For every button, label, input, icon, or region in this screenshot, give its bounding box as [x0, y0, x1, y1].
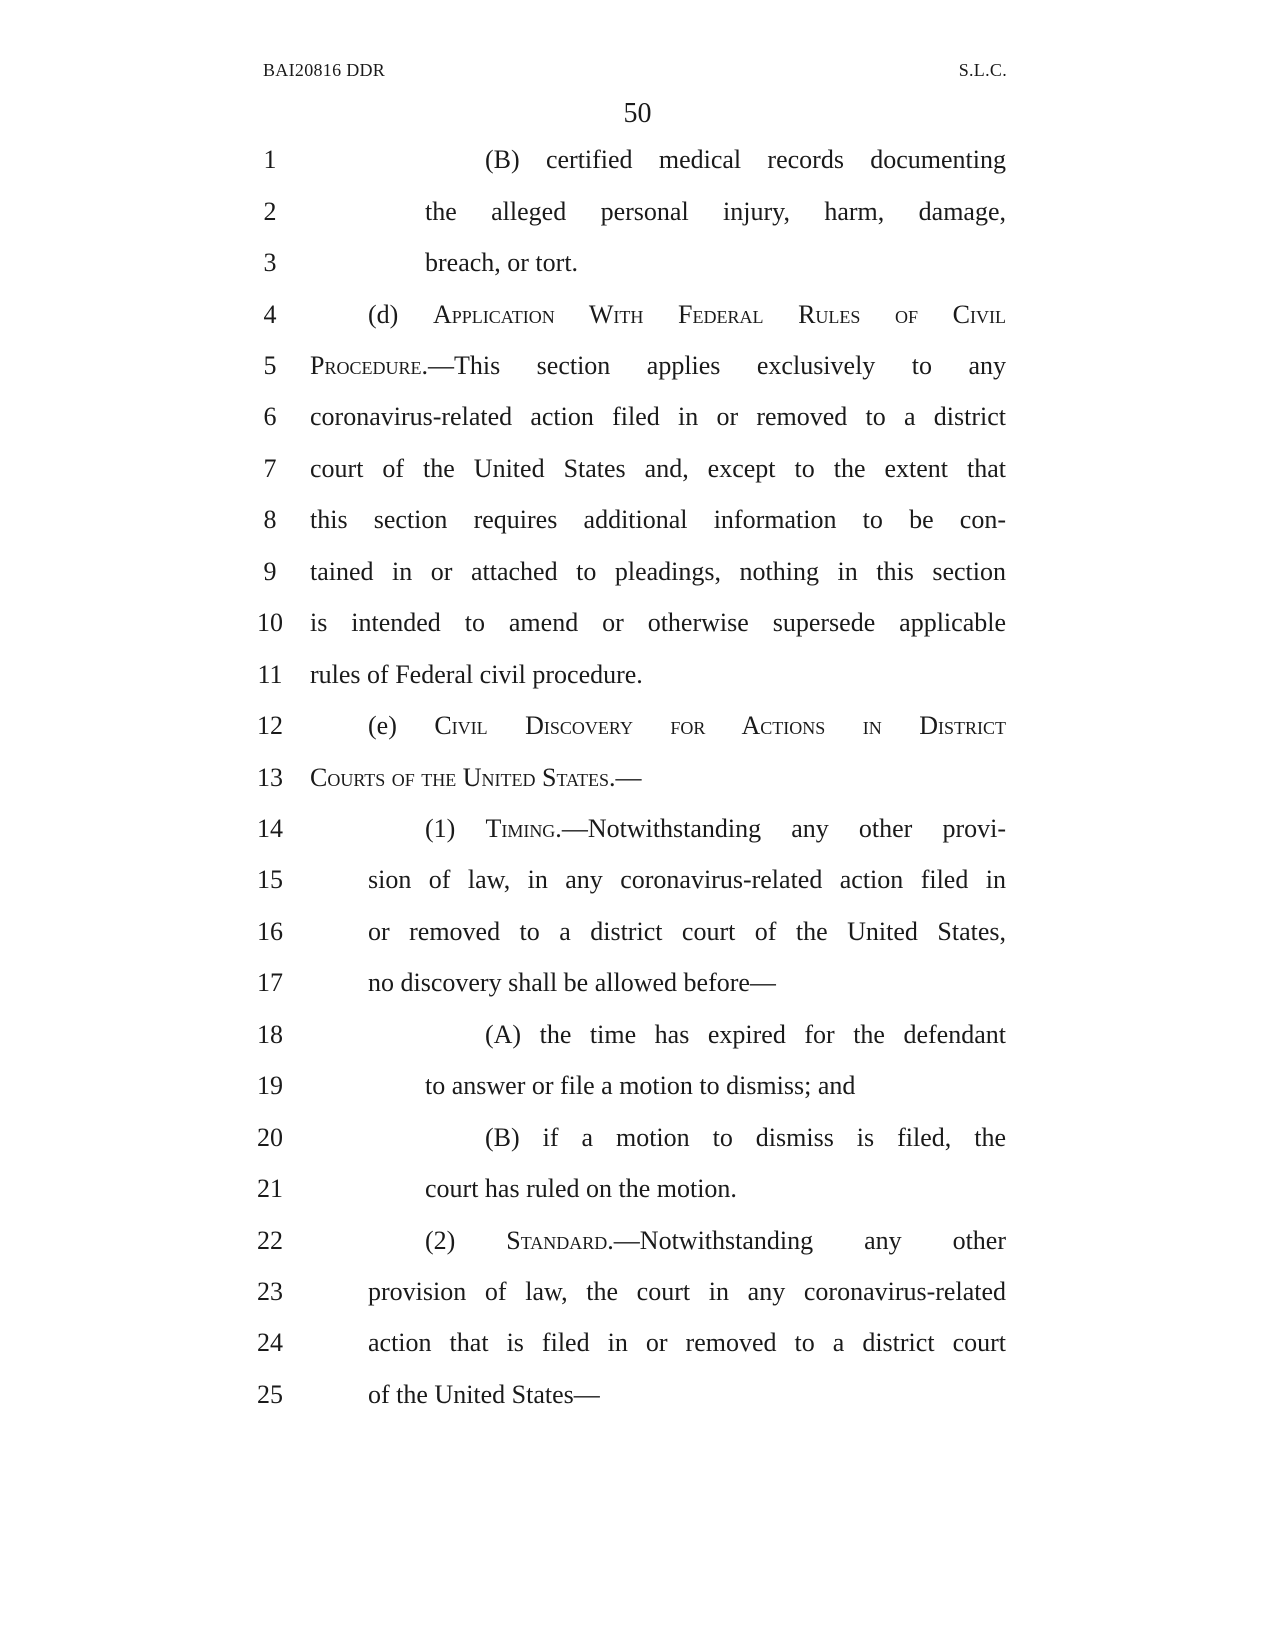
line-text: or removed to a district court of the United States,	[368, 917, 1006, 946]
text-line	[0, 1118, 1275, 1158]
line-text: tained in or attached to pleadings, nothing in this section	[310, 557, 1006, 586]
line-number: 19	[257, 1071, 283, 1100]
line-number: 7	[263, 454, 277, 483]
text-line	[0, 295, 1275, 335]
text-line	[0, 1169, 1275, 1209]
line-number: 2	[263, 197, 277, 226]
line-text: (B) certified medical records documenting	[485, 145, 1006, 174]
line-number: 17	[257, 968, 283, 997]
line-number: 9	[263, 557, 277, 586]
text-line	[0, 1323, 1275, 1363]
text-line	[0, 860, 1275, 900]
line-body: —This section applies exclusively to any	[427, 351, 1006, 380]
text-line	[0, 500, 1275, 540]
subsection-heading: Application With Federal Rules of Civil	[432, 300, 1006, 329]
line-number: 25	[257, 1380, 283, 1409]
text-line	[0, 243, 1275, 283]
line-text: rules of Federal civil procedure.	[310, 660, 643, 689]
text-line	[0, 912, 1275, 952]
line-number: 22	[257, 1226, 283, 1255]
paragraph-heading: Standard.	[506, 1226, 614, 1255]
subsection-label: (e)	[368, 711, 435, 740]
text-line	[0, 603, 1275, 643]
line-number: 14	[257, 814, 283, 843]
text-line	[0, 397, 1275, 437]
paragraph-label: (2)	[425, 1226, 507, 1255]
line-number: 15	[257, 865, 283, 894]
text-line	[0, 1015, 1275, 1055]
line-text: (A) the time has expired for the defendant	[485, 1020, 1006, 1049]
line-number: 20	[257, 1123, 283, 1152]
line-text	[310, 346, 1006, 386]
text-line	[0, 449, 1275, 489]
page-number: 50	[623, 98, 652, 129]
line-number: 13	[257, 763, 283, 792]
line-number: 4	[263, 300, 277, 329]
paragraph-label: (1)	[425, 814, 486, 843]
line-body: —Notwithstanding any other provi-	[561, 814, 1006, 843]
subsection-heading: Procedure.	[310, 351, 428, 380]
line-text: (B) if a motion to dismiss is filed, the	[485, 1123, 1006, 1152]
text-line	[0, 552, 1275, 592]
line-number: 16	[257, 917, 283, 946]
line-number: 24	[257, 1328, 283, 1357]
line-text: is intended to amend or otherwise supersede applicable	[310, 608, 1006, 637]
text-line	[0, 963, 1275, 1003]
line-text: the alleged personal injury, harm, damage,	[425, 197, 1006, 226]
text-line	[0, 1272, 1275, 1312]
subsection-label: (d)	[368, 300, 433, 329]
line-text	[368, 706, 1006, 746]
text-line	[0, 758, 1275, 798]
text-line	[0, 1375, 1275, 1415]
line-text: no discovery shall be allowed before—	[368, 968, 776, 997]
line-text: coronavirus-related action filed in or removed to a district	[310, 402, 1006, 431]
office-code: S.L.C.	[958, 60, 1007, 80]
text-line	[0, 346, 1275, 386]
document-id: BAI20816 DDR	[263, 60, 386, 80]
line-text: provision of law, the court in any coronavirus-related	[368, 1277, 1006, 1306]
line-number: 12	[257, 711, 283, 740]
line-text: to answer or file a motion to dismiss; and	[425, 1071, 856, 1100]
text-line	[0, 140, 1275, 180]
line-number: 1	[263, 145, 277, 174]
line-text: action that is filed in or removed to a district court	[368, 1328, 1006, 1357]
text-line	[0, 192, 1275, 232]
line-number: 5	[263, 351, 277, 380]
text-line	[0, 1221, 1275, 1261]
subsection-heading: Civil Discovery for Actions in District	[434, 711, 1007, 740]
line-text: breach, or tort.	[425, 248, 579, 277]
line-body: —	[615, 763, 642, 792]
line-number: 6	[263, 402, 277, 431]
line-number: 11	[257, 660, 283, 689]
line-number: 18	[257, 1020, 283, 1049]
line-text: court has ruled on the motion.	[425, 1174, 737, 1203]
line-number: 10	[257, 608, 283, 637]
line-number: 21	[257, 1174, 283, 1203]
line-text: this section requires additional information to be con-	[310, 505, 1006, 534]
text-line	[0, 655, 1275, 695]
line-text	[310, 758, 1006, 798]
text-line	[0, 706, 1275, 746]
text-line	[0, 1066, 1275, 1106]
line-text: sion of law, in any coronavirus-related action filed in	[368, 865, 1006, 894]
line-number: 3	[263, 248, 277, 277]
line-text	[425, 809, 1006, 849]
subsection-heading: Courts of the United States.	[310, 763, 616, 792]
paragraph-heading: Timing.	[485, 814, 562, 843]
line-text: court of the United States and, except to the extent that	[310, 454, 1006, 483]
text-line	[0, 809, 1275, 849]
line-text: of the United States—	[368, 1380, 600, 1409]
line-number: 8	[263, 505, 277, 534]
line-number: 23	[257, 1277, 283, 1306]
line-text	[368, 295, 1006, 335]
line-text	[425, 1221, 1006, 1261]
line-body: —Notwithstanding any other	[613, 1226, 1006, 1255]
